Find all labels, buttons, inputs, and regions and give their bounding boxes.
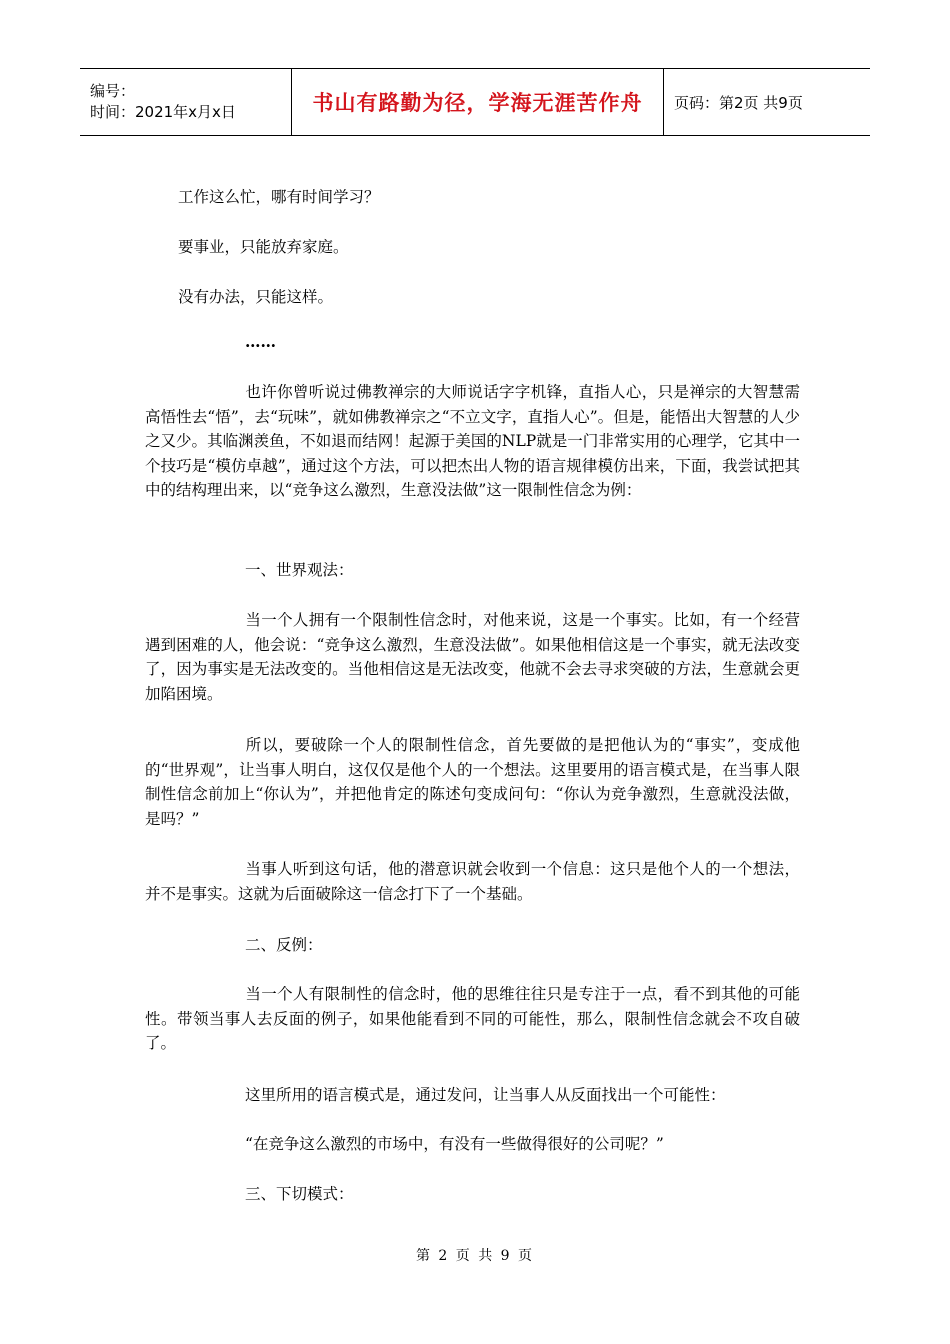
short-line-2: 要事业，只能放弃家庭。 [178,238,349,256]
short-line-1: 工作这么忙，哪有时间学习？ [178,188,380,206]
motto: 书山有路勤为径，学海无涯苦作舟 [312,91,643,115]
short-line-3: 没有办法，只能这样。 [178,288,334,306]
heading-2: 二、反例： [245,936,323,954]
header-meta [80,69,292,136]
paragraph-5: 当一个人有限制性的信念时，他的思维往往只是专注于一点，看不到其他的可能性。带领当事人去反面的例子，如果他能看到不同的可能性，那么，限制性信念就会不攻自破了。 [145,985,800,1052]
paragraph-1: 也许你曾听说过佛教禅宗的大师说话字字机锋，直指人心，只是禅宗的大智慧需高悟性去“悟”，去“玩味”，就如佛教禅宗之“不立文字，直指人心”。但是，能悟出大智慧的人少之又少。其临渊羡鱼，不如退而结网！起源于美国的NLP就是一门非常实用的心理学，它其中一个技巧是“模仿卓越”，通过这个方法，可以把杰出人物的语言规律模仿出来，下面，我尝试把其中的结构理出来，以“竞争这么激烈，生意没法做”这一限制性信念为例： [145,383,800,499]
page-footer: 第 2 页 共 9 页 [415,1248,535,1264]
paragraph-3: 所以，要破除一个人的限制性信念，首先要做的是把他认为的“事实”，变成他的“世界观”，让当事人明白，这仅仅是他个人的一个想法。这里要用的语言模式是，在当事人限制性信念前加上“你认为”，并把他肯定的陈述句变成问句：“你认为竞争激烈，生意就没法做，是吗？” [145,736,800,828]
paragraph-4: 当事人听到这句话，他的潜意识就会收到一个信息：这只是他个人的一个想法，并不是事实。这就为后面破除这一信念打下了一个基础。 [145,860,800,903]
heading-1: 一、世界观法： [245,561,354,579]
heading-3: 三、下切模式： [245,1185,354,1203]
paragraph-7: “在竞争这么激烈的市场中，有没有一些做得很好的公司呢？” [245,1135,664,1153]
time-label: 时间：2021年x月x日 [90,103,236,121]
number-label: 编号： [90,82,136,100]
ellipsis: …… [245,332,276,351]
paragraph-2: 当一个人拥有一个限制性信念时，对他来说，这是一个事实。比如，有一个经营遇到困难的人，他会说：“竞争这么激烈，生意没法做”。如果他相信这是一个事实，就无法改变了，因为事实是无法改变的。当他相信这是无法改变，他就不会去寻求突破的方法，生意就会更加陷困境。 [145,611,800,703]
page-label: 页码：第2页 共9页 [664,69,871,136]
paragraph-6: 这里所用的语言模式是，通过发问，让当事人从反面找出一个可能性： [245,1086,726,1104]
header-table [80,68,870,136]
header-motto-cell [292,69,664,136]
